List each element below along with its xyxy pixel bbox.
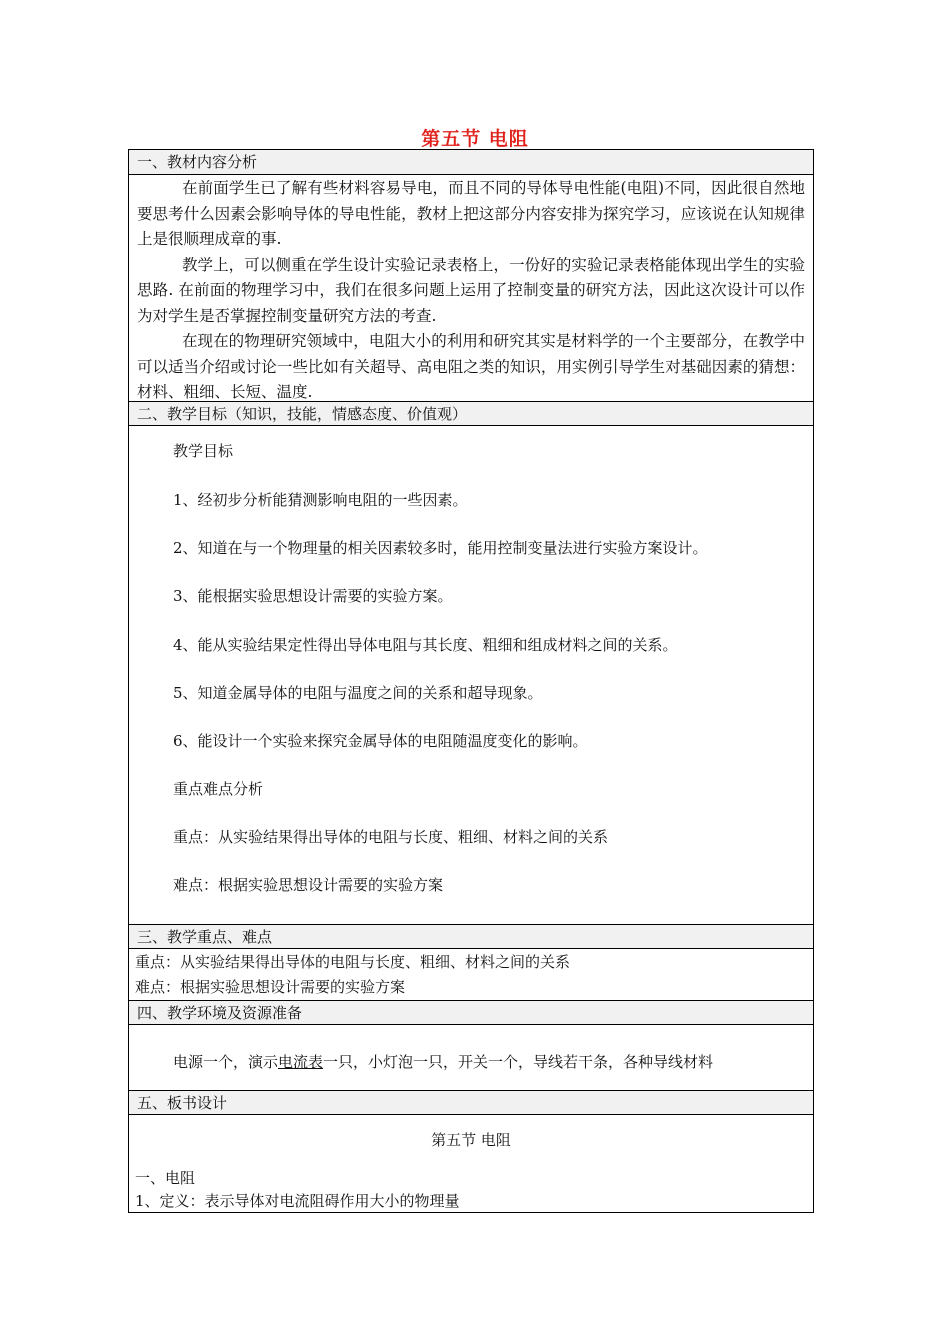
difficulty-text: 难点：根据实验思想设计需要的实验方案 <box>173 876 444 894</box>
board-line-2: 1、定义：表示导体对电流阻碍作用大小的物理量 <box>135 1192 460 1210</box>
page-title: 第五节 电阻 <box>421 128 529 150</box>
section-body-board-design <box>129 1116 813 1212</box>
section-header-objectives: 二、教学目标（知识，技能，情感态度、价值观） <box>129 401 813 426</box>
resources-text <box>173 1052 713 1072</box>
objective-item-1: 1、经初步分析能猜测影响电阻的一些因素。 <box>173 491 468 509</box>
objective-item-6: 6、能设计一个实验来探究金属导体的电阻随温度变化的影响。 <box>173 732 588 750</box>
difficulty-line: 难点：根据实验思想设计需要的实验方案 <box>135 978 406 996</box>
ammeter-link[interactable]: 电流表 <box>278 1053 324 1071</box>
section-header-key-points: 三、教学重点、难点 <box>129 924 813 949</box>
key-points-heading: 重点难点分析 <box>173 780 264 798</box>
board-line-1: 一、电阻 <box>135 1169 196 1187</box>
objective-item-3: 3、能根据实验思想设计需要的实验方案。 <box>173 587 453 605</box>
section-header-board-design: 五、板书设计 <box>129 1090 813 1115</box>
key-point-line: 重点：从实验结果得出导体的电阻与长度、粗细、材料之间的关系 <box>135 953 571 971</box>
objectives-heading: 教学目标 <box>173 442 234 460</box>
key-point-text: 重点：从实验结果得出导体的电阻与长度、粗细、材料之间的关系 <box>173 828 609 846</box>
resources-text-before: 电源一个，演示 <box>173 1053 279 1071</box>
section-body-resources <box>129 1026 813 1090</box>
objective-item-4: 4、能从实验结果定性得出导体电阻与其长度、粗细和组成材料之间的关系。 <box>173 636 678 654</box>
section-header-resources: 四、教学环境及资源准备 <box>129 1000 813 1025</box>
objective-item-5: 5、知道金属导体的电阻与温度之间的关系和超导现象。 <box>173 684 543 702</box>
resources-text-after: 一只，小灯泡一只，开关一个，导线若干条，各种导线材料 <box>323 1053 714 1071</box>
analysis-paragraph-3: 在现在的物理研究领域中，电阻大小的利用和研究其实是材料学的一个主要部分，在教学中可以适当介绍或讨论一些比如有关超导、高电阻之类的知识，用实例引导学生对基础因素的猜想：材料、粗细、长短、温度. <box>137 332 805 401</box>
objective-item-2: 2、知道在与一个物理量的相关因素较多时，能用控制变量法进行实验方案设计。 <box>173 539 708 557</box>
section-header-analysis: 一、教材内容分析 <box>129 150 813 175</box>
analysis-paragraph-2: 教学上，可以侧重在学生设计实验记录表格上，一份好的实验记录表格能体现出学生的实验思路. 在前面的物理学习中，我们在很多问题上运用了控制变量的研究方法，因此这次设计可以作为对学生是否掌握控制变量研究方法的考查. <box>137 255 805 325</box>
analysis-paragraph-1: 在前面学生已了解有些材料容易导电，而且不同的导体导电性能(电阻)不同，因此很自然地要思考什么因素会影响导体的导电性能，教材上把这部分内容安排为探究学习，应该说在认知规律上是很顺理成章的事. <box>137 179 805 248</box>
section-body-objectives <box>129 427 813 920</box>
section-body-analysis <box>129 176 813 406</box>
board-subtitle: 第五节 电阻 <box>431 1131 511 1149</box>
section-body-key-points <box>129 950 813 1000</box>
lesson-table <box>128 149 814 1213</box>
